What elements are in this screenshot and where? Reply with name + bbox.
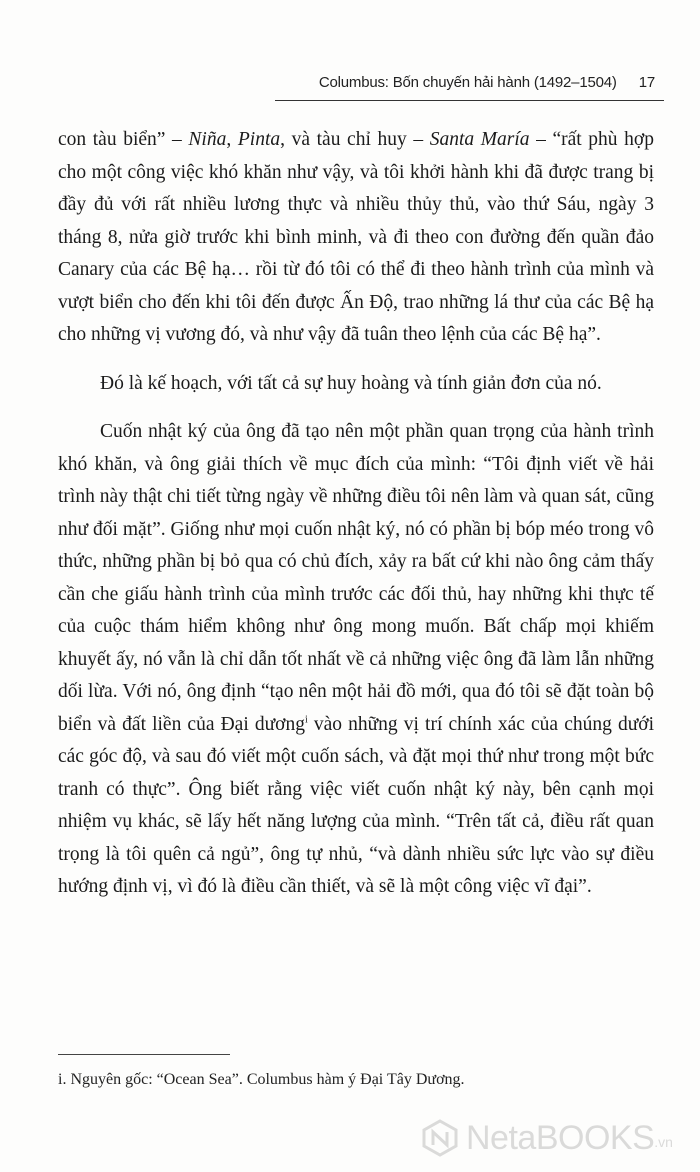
ship-name-nina: Niña [188,129,227,150]
ship-name-santa-maria: Santa María [429,129,530,150]
watermark [420,1118,673,1158]
page-number: 17 [638,74,655,91]
header-rule [275,100,664,101]
paragraph-1-text-a: con tàu biển” – [58,129,189,150]
paragraph-1-text-b: , [226,129,238,150]
footnote-rule [58,1054,230,1055]
paragraph-1 [58,124,654,352]
paragraph-1-text-c: , và tàu chỉ huy – [280,129,430,150]
paragraph-3 [58,416,654,904]
paragraph-3-text-b: vào những vị trí chính xác của chúng dưới các góc độ, và sau đó viết một cuốn sách, và đặt mọi thứ như trong một bức tranh có thực”. Ông biết rằng việc viết cuốn nhật ký này, bên cạnh mọi nhiệm vụ khác, sẽ lấy hết năng lượng của mình. “Trên tất cả, điều rất quan trọng là tôi quên cả ngủ”, ông tự nhủ, “và dành nhiều sức lực vào sự điều hướng định vị, vì đó là điều cần thiết, và sẽ là một công việc vĩ đại”. [58,713,654,897]
watermark-suffix: .vn [654,1134,673,1150]
footnote-marker[interactable]: i [304,714,308,725]
footnote: i. Nguyên gốc: “Ocean Sea”. Columbus hàm ý Đại Tây Dương. [58,1071,465,1088]
netabooks-logo-icon [420,1118,460,1158]
running-header [0,74,655,91]
body-text [58,124,654,904]
running-title: Columbus: Bốn chuyến hải hành (1492–1504) [318,74,617,91]
paragraph-3-text-a: Cuốn nhật ký của ông đã tạo nên một phần quan trọng của hành trình khó khăn, và ông giải thích về mục đích của mình: “Tôi định viết về hải trình này thật chi tiết từng ngày về những điều tôi nên làm và quan sát, cũng như đối mặt”. Giống như mọi cuốn nhật ký, nó có phần bị bóp méo trong vô thức, những phần bị bỏ qua có chủ đích, xảy ra bất cứ khi nào ông cảm thấy cần che giấu hành trình của mình trước các đối thủ, hay những khi thực tế của cuộc thám hiểm không như ông mong muốn. Bất chấp mọi khiếm khuyết ấy, nó vẫn là chỉ dẫn tốt nhất về cả những việc ông đã làm lẫn những dối lừa. Với nó, ông định “tạo nên một hải đồ mới, qua đó tôi sẽ đặt toàn bộ biển và đất liền của Đại dương [58,421,654,735]
watermark-brand: NetaBOOKS [466,1118,655,1157]
ship-name-pinta: Pinta [237,129,281,150]
paragraph-1-text-d: – “rất phù hợp cho một công việc khó khăn như vậy, và tôi khởi hành khi đã được trang bị đầy đủ với rất nhiều lương thực và nhiều thủy thủ, vào thứ Sáu, ngày 3 tháng 8, nửa giờ trước khi bình minh, và đi theo con đường đến quần đảo Canary của các Bệ hạ… rồi từ đó tôi có thể đi theo hành trình của mình và vượt biển cho đến khi tôi đến được Ấn Độ, trao những lá thư của các Bệ hạ cho những vị vương đó, và như vậy đã tuân theo lệnh của các Bệ hạ”. [58,129,654,345]
paragraph-2: Đó là kế hoạch, với tất cả sự huy hoàng và tính giản đơn của nó. [100,372,602,394]
